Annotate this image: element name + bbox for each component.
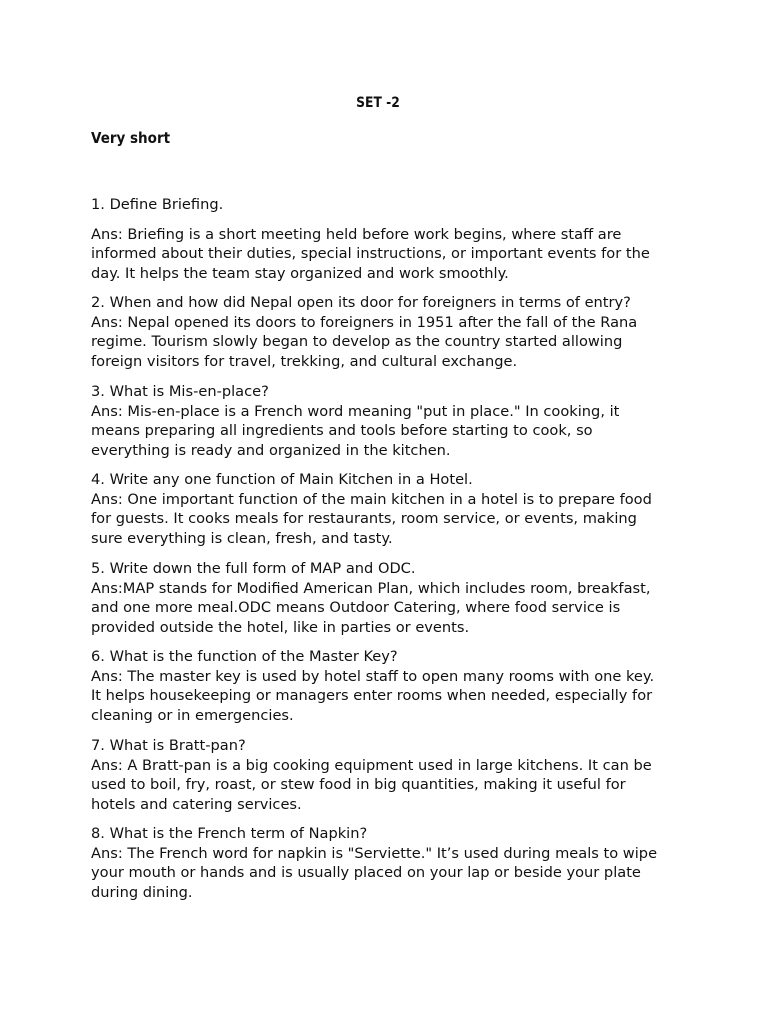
answer-line: Ans: One important function of the main kitchen in a hotel is to prepare food bbox=[91, 490, 652, 508]
qa-item-8 bbox=[91, 824, 691, 902]
qa-item-5 bbox=[91, 559, 691, 637]
question-text: 4. Write any one function of Main Kitchen in a Hotel. bbox=[91, 471, 473, 488]
answer-line: Ans: A Bratt-pan is a big cooking equipment used in large kitchens. It can be bbox=[91, 756, 652, 774]
question-text: 1. Define Briefing. bbox=[91, 196, 224, 213]
question-text: 6. What is the function of the Master Key? bbox=[91, 648, 398, 665]
qa-item-1 bbox=[91, 195, 691, 283]
answer-line: Ans: The master key is used by hotel staff to open many rooms with one key. bbox=[91, 667, 655, 685]
set-title: SET -2 bbox=[356, 95, 400, 111]
answer-line: regime. Tourism slowly began to develop as the country started allowing bbox=[91, 333, 623, 351]
answer-line: It helps housekeeping or managers enter rooms when needed, especially for bbox=[91, 687, 653, 705]
answer-line: informed about their duties, special instructions, or important events for the bbox=[91, 245, 650, 263]
answer-line: everything is ready and organized in the kitchen. bbox=[91, 441, 451, 459]
qa-item-6 bbox=[91, 647, 691, 725]
answer-line: your mouth or hands and is usually placed on your lap or beside your plate bbox=[91, 864, 641, 882]
answer-line: hotels and catering services. bbox=[91, 795, 302, 813]
question-text: 3. What is Mis-en-place? bbox=[91, 383, 269, 400]
qa-item-4 bbox=[91, 470, 691, 548]
answer-line: cleaning or in emergencies. bbox=[91, 706, 294, 724]
answer-line: used to boil, fry, roast, or stew food in big quantities, making it useful for bbox=[91, 776, 626, 794]
answer-line: sure everything is clean, fresh, and tasty. bbox=[91, 529, 393, 547]
answer-line: Ans: Briefing is a short meeting held before work begins, where staff are bbox=[91, 225, 622, 243]
answer-line: for guests. It cooks meals for restaurants, room service, or events, making bbox=[91, 510, 637, 528]
qa-item-7 bbox=[91, 736, 691, 814]
qa-item-3 bbox=[91, 382, 691, 460]
answer-line: and one more meal.ODC means Outdoor Catering, where food service is bbox=[91, 599, 621, 617]
answer-line: Ans: Mis-en-place is a French word meaning "put in place." In cooking, it bbox=[91, 402, 620, 420]
question-text: 8. What is the French term of Napkin? bbox=[91, 825, 368, 842]
qa-item-2 bbox=[91, 293, 691, 371]
answer-line: day. It helps the team stay organized and work smoothly. bbox=[91, 264, 509, 282]
answer-line: during dining. bbox=[91, 883, 193, 901]
answer-line: means preparing all ingredients and tools before starting to cook, so bbox=[91, 422, 593, 440]
question-text: 2. When and how did Nepal open its door for foreigners in terms of entry? bbox=[91, 294, 631, 311]
paragraph-gap bbox=[91, 215, 691, 225]
answer-line: provided outside the hotel, like in parties or events. bbox=[91, 618, 470, 636]
answer-line: foreign visitors for travel, trekking, and cultural exchange. bbox=[91, 352, 518, 370]
section-title: Very short bbox=[91, 129, 171, 147]
answer-line: Ans:MAP stands for Modified American Plan, which includes room, breakfast, bbox=[91, 579, 651, 597]
question-text: 7. What is Bratt-pan? bbox=[91, 737, 246, 754]
answer-line: Ans: The French word for napkin is "Serviette." It’s used during meals to wipe bbox=[91, 844, 658, 862]
question-text: 5. Write down the full form of MAP and ODC. bbox=[91, 560, 416, 577]
answer-line: Ans: Nepal opened its doors to foreigners in 1951 after the fall of the Rana bbox=[91, 313, 638, 331]
